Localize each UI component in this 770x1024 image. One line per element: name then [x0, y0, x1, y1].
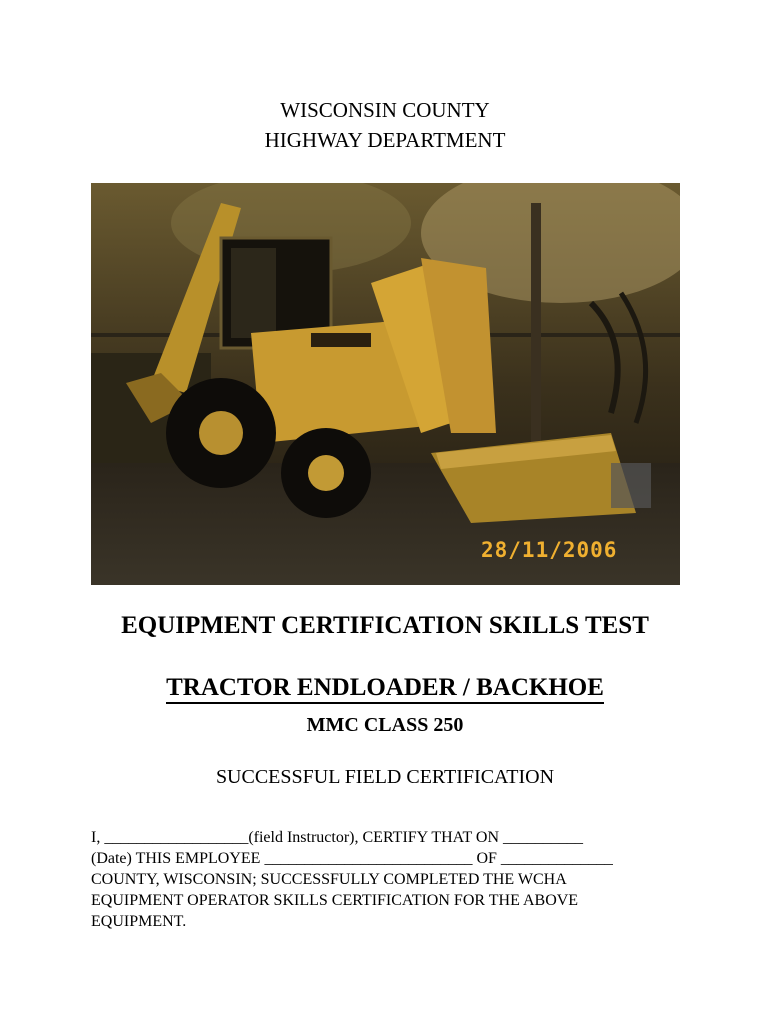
statement-line-4: EQUIPMENT OPERATOR SKILLS CERTIFICATION FOR THE ABOVE — [91, 892, 579, 909]
photo-date-stamp: 28/11/2006 — [481, 538, 618, 562]
statement-line-1: I, __________________(field Instructor), CERTIFY THAT ON __________ — [91, 829, 584, 846]
department-header — [0, 95, 770, 155]
statement-line-5: EQUIPMENT. — [91, 913, 187, 930]
equipment-title — [0, 674, 770, 702]
certification-heading: SUCCESSFUL FIELD CERTIFICATION — [215, 766, 555, 788]
certification-statement — [91, 827, 691, 932]
header-line-1: WISCONSIN COUNTY — [280, 98, 490, 122]
statement-line-2: (Date) THIS EMPLOYEE __________________________ OF ______________ — [91, 850, 613, 867]
header-line-2: HIGHWAY DEPARTMENT — [264, 128, 506, 152]
class-label: MMC CLASS 250 — [306, 714, 464, 736]
statement-line-3: COUNTY, WISCONSIN; SUCCESSFULLY COMPLETED THE WCHA — [91, 871, 567, 888]
equipment-title-text: TRACTOR ENDLOADER / BACKHOE — [166, 674, 604, 704]
equipment-photo — [91, 183, 680, 585]
backhoe-illustration — [91, 183, 680, 585]
document-title: EQUIPMENT CERTIFICATION SKILLS TEST — [121, 612, 649, 639]
